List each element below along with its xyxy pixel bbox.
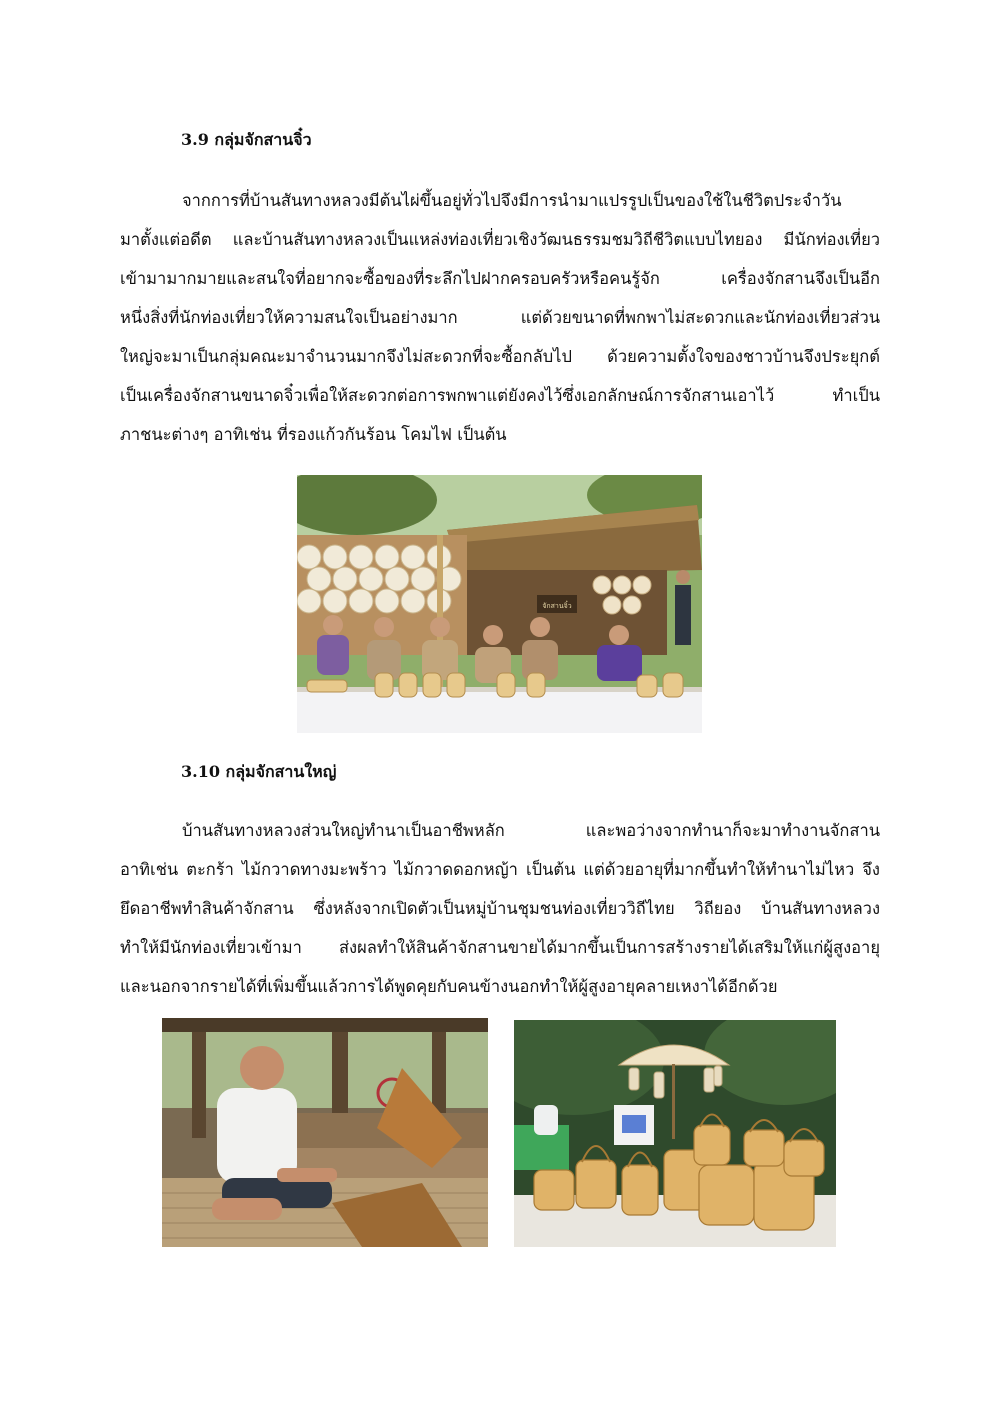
paragraph-line: อาทิเช่น ตะกร้า ไม้กวาดทางมะพร้าว ไม้กวาดดอกหญ้า เป็นต้น แต่ด้วยอายุที่มากขึ้นทำให้ทำนาไม่ไหว จึง <box>120 860 880 879</box>
section-3-9-heading: 3.9 กลุ่มจักสานจิ๋ว <box>181 130 312 149</box>
section-3-9-paragraph <box>120 181 880 454</box>
paragraph-line: ใหญ่จะมาเป็นกลุ่มคณะมาจำนวนมากจึงไม่สะดวกที่จะซื้อกลับไป ด้วยความตั้งใจของชาวบ้านจึงประยุกต์ <box>120 347 880 366</box>
paragraph-line: จากการที่บ้านสันทางหลวงมีต้นไผ่ขึ้นอยู่ทั่วไปจึงมีการนำมาแปรรูปเป็นของใช้ในชีวิตประจำวัน <box>182 191 842 210</box>
paragraph-line: เป็นเครื่องจักสานขนาดจิ๋วเพื่อให้สะดวกต่อการพกพาแต่ยังคงไว้ซึ่งเอกลักษณ์การจักสานเอาไว้ ทำเป็น <box>120 386 880 405</box>
paragraph-line: เข้ามามากมายและสนใจที่อยากจะซื้อของที่ระลึกไปฝากครอบครัวหรือคนรู้จัก เครื่องจักสานจึงเป็นอีก <box>120 269 880 288</box>
photo-large-bamboo-baskets <box>514 1020 836 1247</box>
paragraph-line: หนึ่งสิ่งที่นักท่องเที่ยวให้ความสนใจเป็นอย่างมาก แต่ด้วยขนาดที่พกพาไม่สะดวกและนักท่องเที่ยวส่วน <box>120 308 880 327</box>
paragraph-line: และนอกจากรายได้ที่เพิ่มขึ้นแล้วการได้พูดคุยกับคนข้างนอกทำให้ผู้สูงอายุคลายเหงาได้อีกด้วย <box>120 977 778 996</box>
section-3-10-heading: 3.10 กลุ่มจักสานใหญ่ <box>181 762 337 781</box>
photo-miniature-basketry-stall <box>297 475 702 733</box>
paragraph-line: บ้านสันทางหลวงส่วนใหญ่ทำนาเป็นอาชีพหลัก และพอว่างจากทำนาก็จะมาทำงานจักสาน <box>182 821 880 840</box>
paragraph-line: ทำให้มีนักท่องเที่ยวเข้ามา ส่งผลทำให้สินค้าจักสานขายได้มากขึ้นเป็นการสร้างรายได้เสริมให้แก่ผู้สูงอายุ <box>120 938 880 957</box>
paragraph-line: มาตั้งแต่อดีต และบ้านสันทางหลวงเป็นแหล่งท่องเที่ยวเชิงวัฒนธรรมชมวิถีชีวิตแบบไทยอง มีนักท่องเที่ยว <box>120 230 880 249</box>
section-3-10-paragraph <box>120 811 880 1006</box>
paragraph-line: ภาชนะต่างๆ อาทิเช่น ที่รองแก้วกันร้อน โคมไฟ เป็นต้น <box>120 425 507 444</box>
stall-sign: จักสานจิ๋ว <box>542 602 572 610</box>
paragraph-line: ยึดอาชีพทำสินค้าจักสาน ซึ่งหลังจากเปิดตัวเป็นหมู่บ้านชุมชนท่องเที่ยววิถีไทย วิถียอง บ้านสันทางหลวง <box>120 899 880 918</box>
photo-elder-weaving-broom <box>162 1018 488 1247</box>
